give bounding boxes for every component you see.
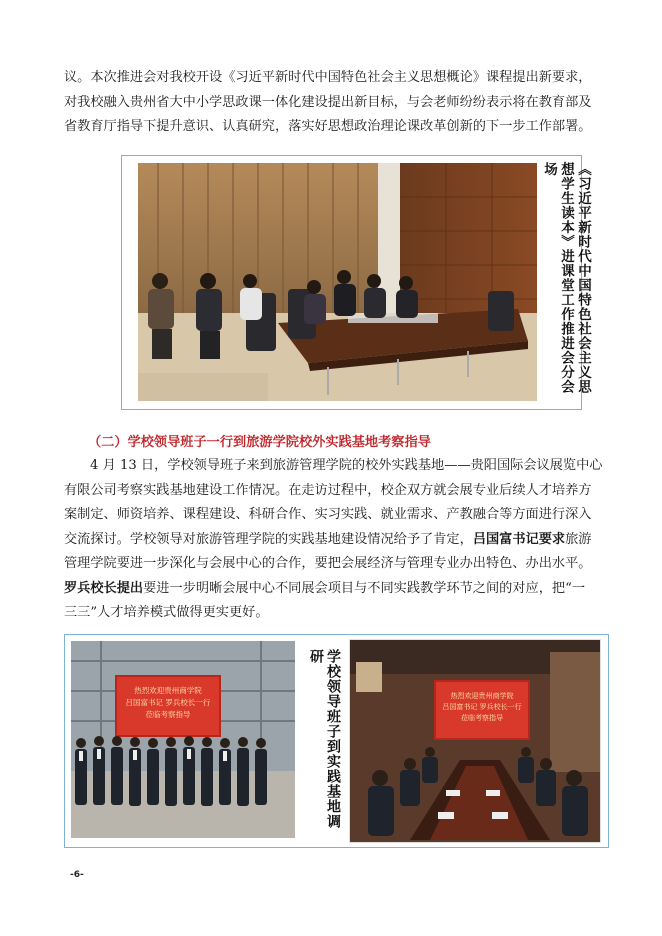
emphasis-president: 罗兵校长提出 <box>64 580 144 596</box>
section-heading: （二）学校领导班子一行到旅游学院校外实践基地考察指导 <box>88 435 431 450</box>
text-line: 议。本次推进会对我校开设《习近平新时代中国特色社会主义思想概论》课程提出新要求， <box>64 70 592 85</box>
photo-frame-meeting <box>121 155 591 410</box>
photo-frame-visit <box>64 634 609 848</box>
section-paragraph <box>64 454 604 626</box>
text-line <box>64 577 604 602</box>
text-line: 4 月 13 日，学校领导班子来到旅游管理学院的校外实践基地——贵阳国际会议展览中心 <box>90 458 603 473</box>
text-line: 三三”人才培养模式做得更实更好。 <box>64 605 269 620</box>
banner-line: 吕国富书记 罗兵校长一行 <box>442 703 522 711</box>
text-line: 管理学院要进一步深化与会展中心的合作，要把会展经济与管理专业办出特色、办出水平。 <box>64 556 592 571</box>
banner-line: 热烈欢迎贵州商学院 <box>450 692 514 700</box>
banner-line: 吕国富书记 罗兵校长一行 <box>125 698 211 707</box>
banner-line: 莅临考察指导 <box>145 710 191 719</box>
text-line: 对我校融入贵州省大中小学思政课一体化建设提出新目标，与会老师纷纷表示将在教育部及 <box>64 94 592 110</box>
photo-meeting-room <box>138 163 537 401</box>
emphasis-secretary: 吕国富书记要求 <box>472 531 566 547</box>
text-run: 要进一步明晰会展中心不同展会项目与不同实践教学环节之间的对应，把“一 <box>143 580 586 596</box>
photo-caption: 学校领导班子到实践基地调研 <box>308 649 341 829</box>
banner-line: 热烈欢迎贵州商学院 <box>134 686 202 695</box>
text-line: 省教育厅指导下提升意识、认真研究，落实好思想政治理论课改革创新的下一步工作部署。 <box>64 119 592 134</box>
text-run: 旅游 <box>565 531 592 547</box>
banner-line: 莅临考察指导 <box>461 714 503 722</box>
photo-caption: 《习近平新时代中国特色社会主义思想学生读本》进课堂工作推进会分会场 <box>541 162 591 394</box>
text-line: 案制定、师资培养、课程建设、科研合作、实习实践、就业需求、产教融合等方面进行深入 <box>64 507 592 522</box>
text-line: 有限公司考察实践基地建设工作情况。在走访过程中，校企双方就会展专业后续人才培养方 <box>64 482 592 498</box>
intro-paragraph <box>64 66 604 140</box>
text-line <box>64 528 604 553</box>
photo-meeting-table <box>349 639 601 843</box>
photo-group <box>71 641 295 838</box>
text-run: 交流探讨。学校领导对旅游管理学院的实践基地建设情况给予了肯定， <box>64 531 473 547</box>
page-number: -6- <box>70 870 84 880</box>
